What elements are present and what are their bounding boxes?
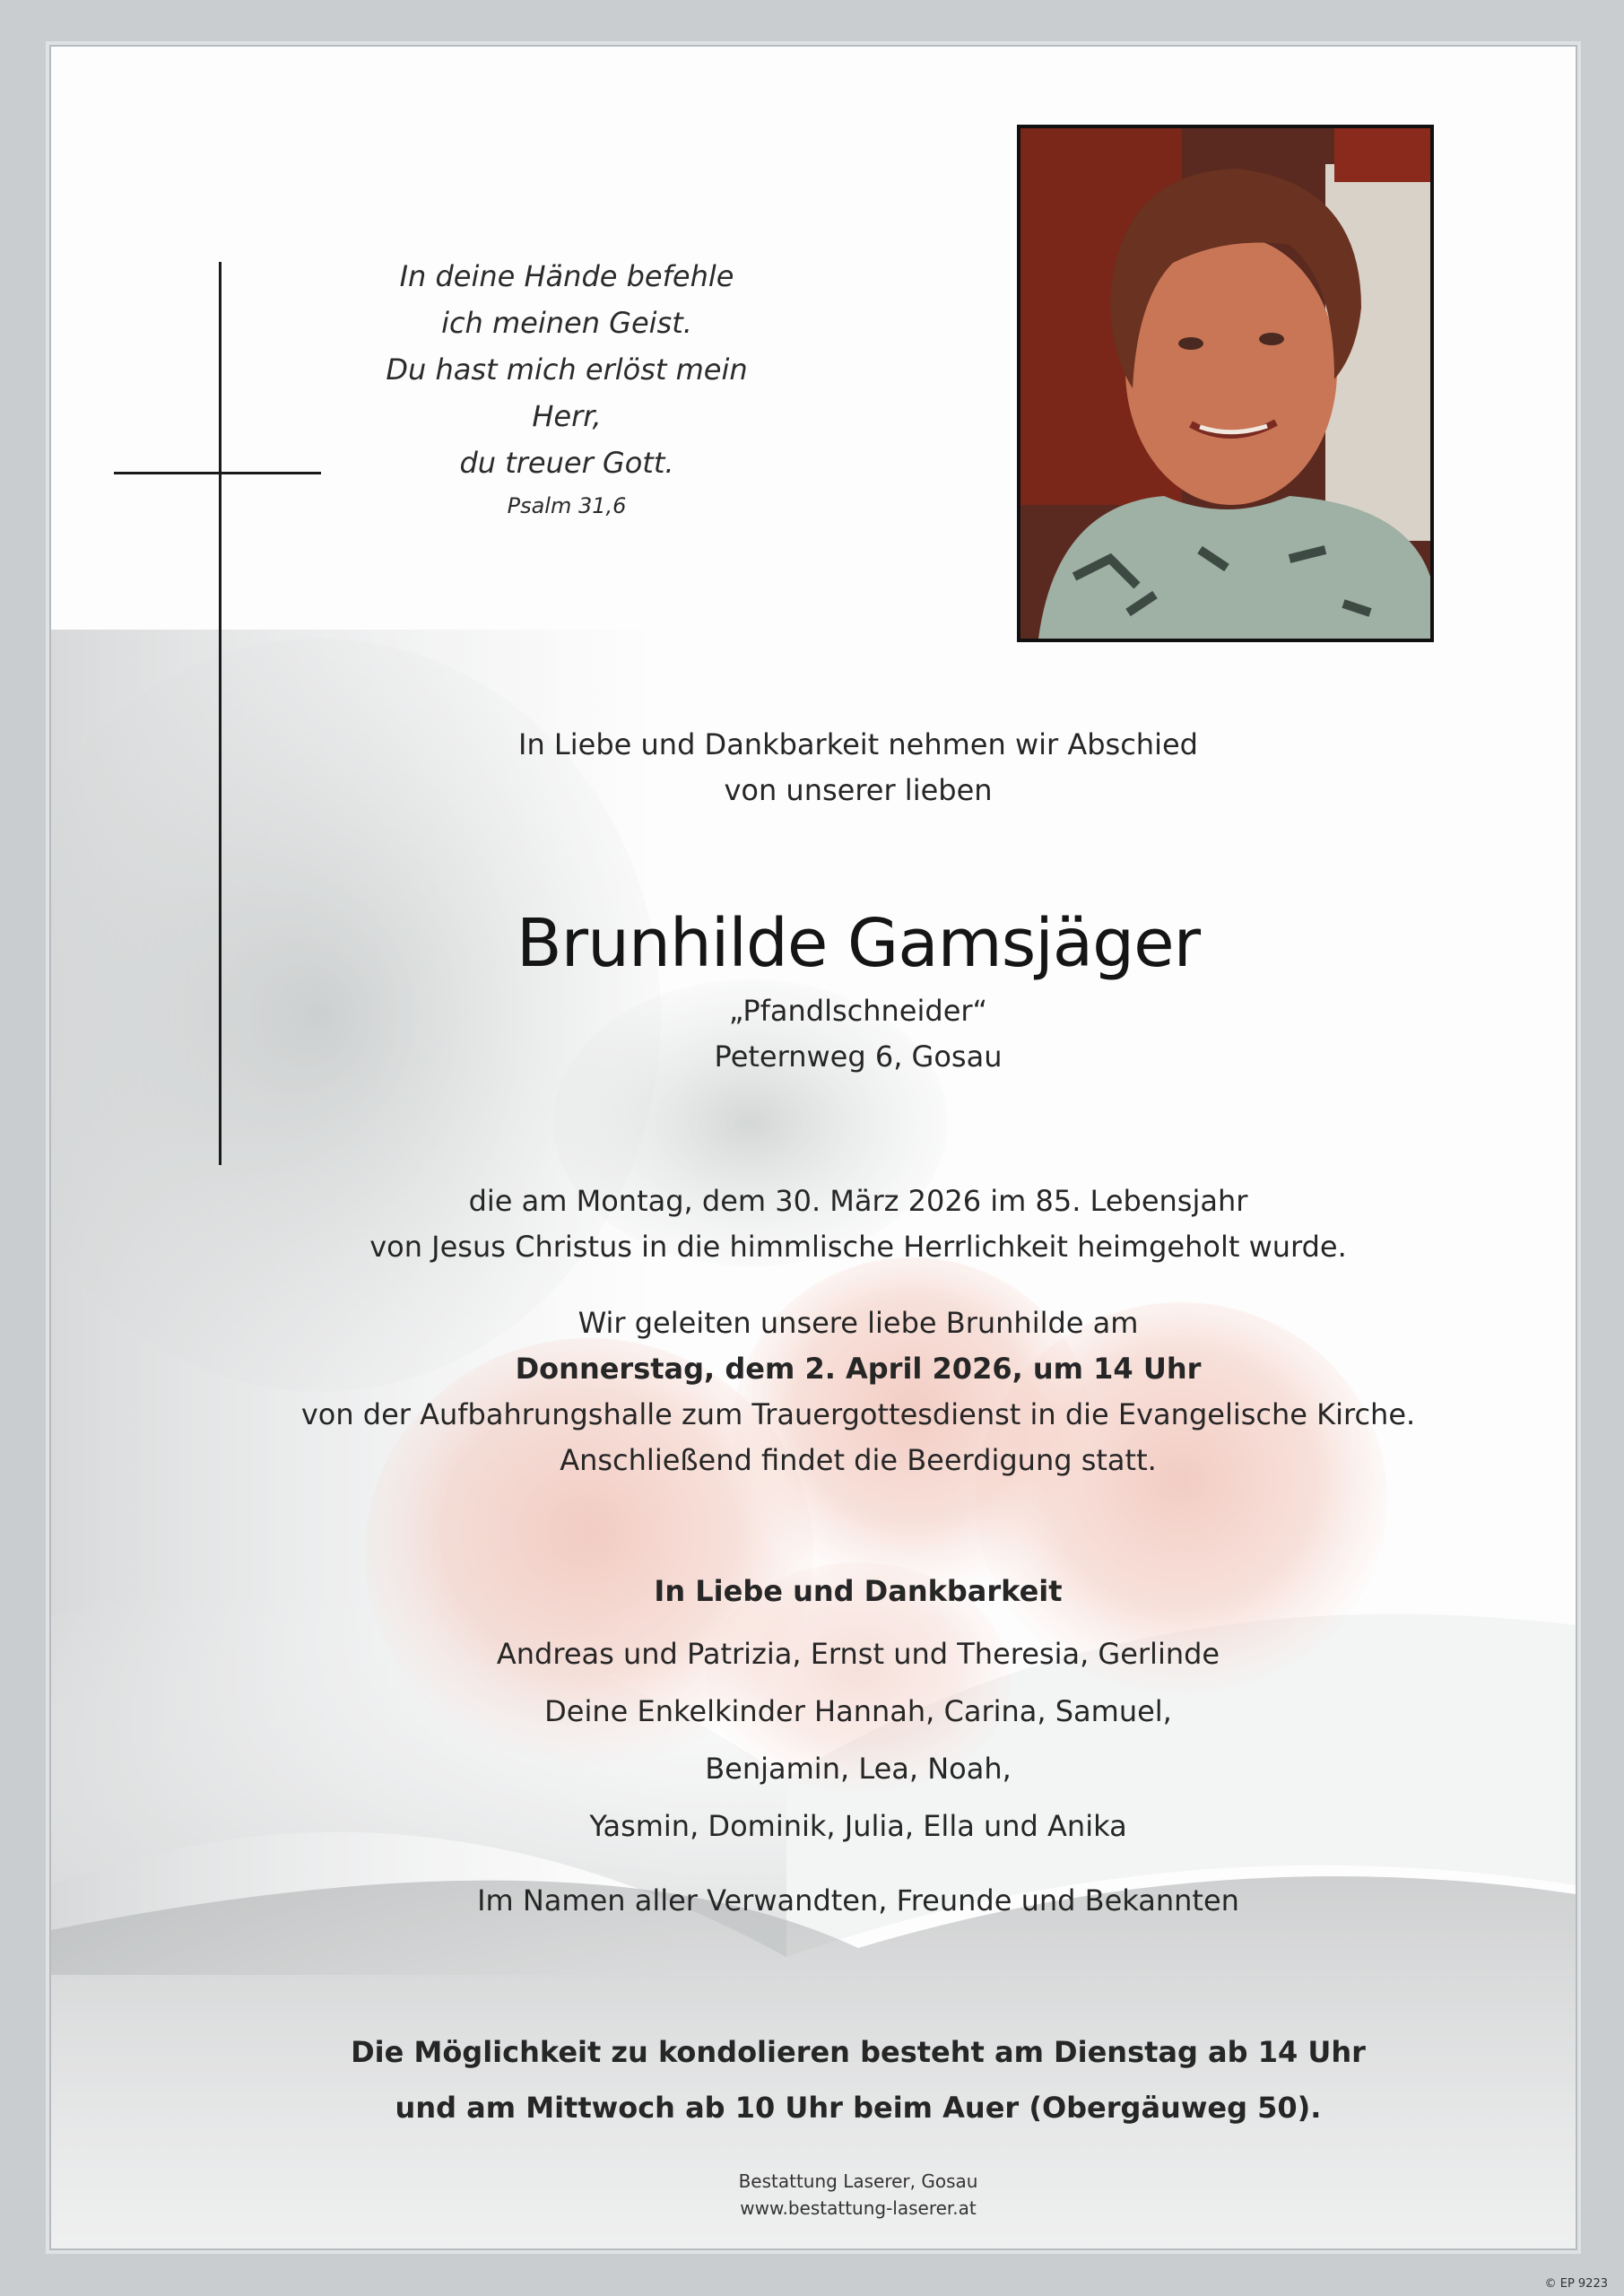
condolence-line: und am Mittwoch ab 10 Uhr beim Auer (Obergäuweg 50).	[395, 2091, 1322, 2125]
death-notice	[230, 1178, 1486, 1270]
intro-line: von unserer lieben	[724, 773, 993, 807]
mourners-line: Deine Enkelkinder Hannah, Carina, Samuel,	[544, 1694, 1172, 1728]
portrait-image	[1020, 128, 1430, 639]
intro-line: In Liebe und Dankbarkeit nehmen wir Abschied	[518, 727, 1198, 761]
mourners-block	[230, 1569, 1486, 1855]
funeral-line: Wir geleiten unsere liebe Brunhilde am	[578, 1306, 1139, 1340]
funeral-line: von der Aufbahrungshalle zum Trauergottesdienst in die Evangelische Kirche.	[300, 1397, 1416, 1431]
mourners-closing: Im Namen aller Verwandten, Freunde und Bekannten	[477, 1883, 1239, 1918]
intro-text	[230, 722, 1486, 813]
psalm-verse	[347, 253, 786, 526]
death-notice-line: die am Montag, dem 30. März 2026 im 85. Lebensjahr	[468, 1184, 1248, 1218]
verse-reference: Psalm 31,6	[507, 493, 627, 518]
funeral-home-footer	[230, 2168, 1486, 2222]
mourners-line: Andreas und Patrizia, Ernst und Theresia, Gerlinde	[496, 1637, 1220, 1671]
print-code: © EP 9223	[1544, 2277, 1608, 2291]
verse-line: Du hast mich erlöst mein Herr,	[386, 352, 748, 433]
verse-line: ich meinen Geist.	[441, 306, 692, 340]
deceased-address: Peternweg 6, Gosau	[714, 1039, 1003, 1074]
cross-vertical-bar	[219, 262, 221, 1165]
cross-horizontal-bar	[114, 472, 321, 474]
funeral-date: Donnerstag, dem 2. April 2026, um 14 Uhr	[515, 1352, 1202, 1386]
verse-line: In deine Hände befehle	[399, 259, 734, 293]
verse-line: du treuer Gott.	[459, 446, 674, 480]
deceased-details	[230, 988, 1486, 1080]
obituary-sheet	[49, 45, 1577, 2250]
death-notice-line: von Jesus Christus in die himmlische Herrlichkeit heimgeholt wurde.	[369, 1230, 1347, 1264]
deceased-name: Brunhilde Gamsjäger	[516, 905, 1201, 982]
mourners-line: Benjamin, Lea, Noah,	[705, 1752, 1012, 1786]
portrait-photo	[1017, 125, 1434, 642]
condolence-line: Die Möglichkeit zu kondolieren besteht am Dienstag ab 14 Uhr	[351, 2035, 1366, 2069]
mourners-line: Yasmin, Dominik, Julia, Ella und Anika	[589, 1809, 1127, 1843]
deceased-nickname: „Pfandlschneider“	[728, 994, 988, 1028]
funeral-line: Anschließend findet die Beerdigung statt.	[560, 1443, 1157, 1477]
funeral-details	[230, 1300, 1486, 1483]
funeral-home-website: www.bestattung-laserer.at	[740, 2197, 977, 2219]
funeral-home-name: Bestattung Laserer, Gosau	[738, 2170, 978, 2192]
condolence-info	[230, 2024, 1486, 2135]
mourners-heading: In Liebe und Dankbarkeit	[654, 1574, 1063, 1608]
